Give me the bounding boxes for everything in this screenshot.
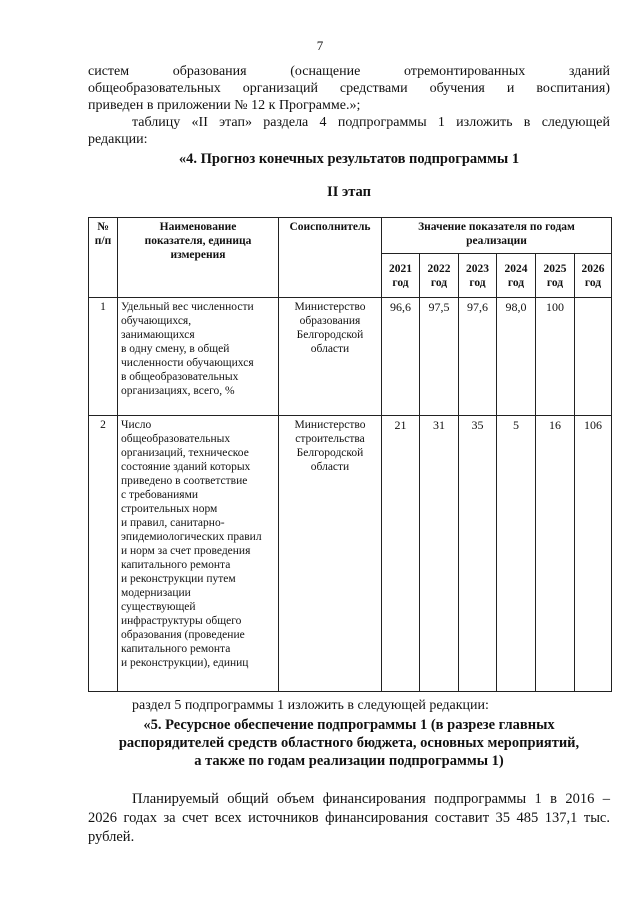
header-year-2026: 2026 год bbox=[575, 254, 612, 298]
header-executor: Соисполнитель bbox=[279, 218, 382, 298]
value-2021: 96,6 bbox=[382, 298, 420, 416]
funding-paragraph bbox=[88, 790, 610, 847]
text-line: рублей. bbox=[88, 829, 135, 845]
text-line: таблицу «II этап» раздела 4 подпрограммы 1 изложить в следующей bbox=[132, 115, 610, 130]
value-2023: 97,6 bbox=[459, 298, 497, 416]
value-2024: 5 bbox=[497, 416, 536, 692]
header-year-2023: 2023 год bbox=[459, 254, 497, 298]
instruction-paragraph bbox=[88, 114, 610, 148]
stage-title: II этап bbox=[327, 184, 371, 200]
header-year-2021: 2021 год bbox=[382, 254, 420, 298]
text-line: систем образования (оснащение отремонтированных зданий bbox=[88, 64, 610, 79]
header-indicator-name: Наименование показателя, единица измерения bbox=[118, 218, 279, 298]
indicator-name: Удельный вес численности обучающихся, занимающихся в одну смену, в общей численности обучающихся в общеобразовательных организациях, всего, % bbox=[118, 298, 279, 416]
header-year-2024: 2024 год bbox=[497, 254, 536, 298]
text-line: редакции: bbox=[88, 132, 148, 147]
text-line: Планируемый общий объем финансирования подпрограммы 1 в 2016 – bbox=[132, 791, 610, 807]
results-table bbox=[88, 217, 612, 692]
text-line: приведен в приложении № 12 к Программе.»; bbox=[88, 98, 361, 113]
indicator-name: Число общеобразовательных организаций, техническое состояние зданий которых приведено в соответствие с требованиями строительных норм и правил, санитарно- эпидемиологических правил и норм за счет проведения капитального ремонта и реконструкции путем модернизации существующей инфраструктуры общего образования (проведение капитального ремонта и реконструкции), единиц bbox=[118, 416, 279, 692]
section-5-instruction: раздел 5 подпрограммы 1 изложить в следующей редакции: bbox=[132, 698, 489, 713]
header-year-2022: 2022 год bbox=[420, 254, 459, 298]
executor: Министерство образования Белгородской области bbox=[279, 298, 382, 416]
section-4-title: «4. Прогноз конечных результатов подпрограммы 1 bbox=[178, 151, 520, 167]
value-2023: 35 bbox=[459, 416, 497, 692]
value-2022: 97,5 bbox=[420, 298, 459, 416]
row-num: 1 bbox=[89, 298, 118, 416]
table-row bbox=[89, 298, 612, 416]
value-2025: 100 bbox=[536, 298, 575, 416]
header-num: № п/п bbox=[89, 218, 118, 298]
value-2025: 16 bbox=[536, 416, 575, 692]
intro-paragraph bbox=[88, 63, 610, 114]
page-number: 7 bbox=[316, 38, 324, 53]
header-year-2025: 2025 год bbox=[536, 254, 575, 298]
table-row bbox=[89, 416, 612, 692]
value-2022: 31 bbox=[420, 416, 459, 692]
row-num: 2 bbox=[89, 416, 118, 692]
executor: Министерство строительства Белгородской области bbox=[279, 416, 382, 692]
value-2021: 21 bbox=[382, 416, 420, 692]
section-5-title: «5. Ресурсное обеспечение подпрограммы 1 (в разрезе главных распорядителей средств областного бюджета, основных мероприятий, а также по годам реализации подпрограммы 1) bbox=[118, 717, 580, 769]
header-values-group: Значение показателя по годам реализации bbox=[382, 218, 612, 254]
text-line: 2026 годах за счет всех источников финансирования составит 35 485 137,1 тыс. bbox=[88, 810, 610, 826]
value-2026: 106 bbox=[575, 416, 612, 692]
text-line: общеобразовательных организаций средствами обучения и воспитания) bbox=[88, 81, 610, 96]
value-2026 bbox=[575, 298, 612, 416]
value-2024: 98,0 bbox=[497, 298, 536, 416]
